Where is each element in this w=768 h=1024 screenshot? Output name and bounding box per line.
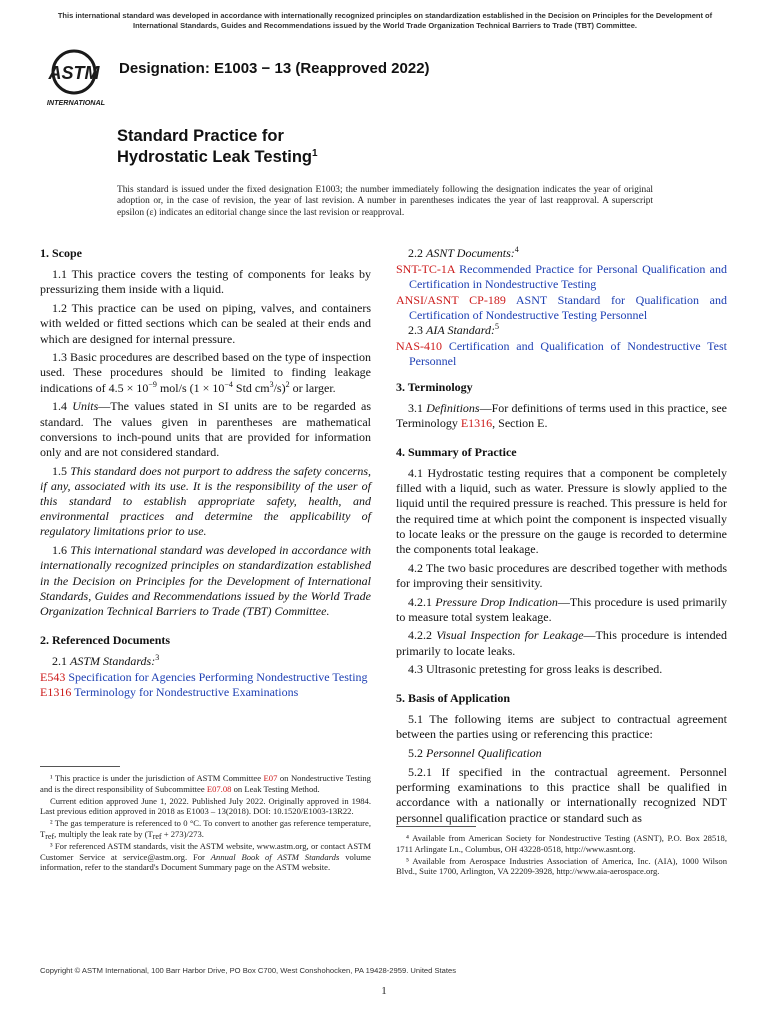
footnote-5: ⁵ Available from Aerospace Industries Association of America, Inc. (AIA), 1000 Wilson Blvd., Suite 1700, Arlington, VA 22209-3928, http://www.aia-aerospace.org. xyxy=(396,855,727,877)
footnote-ref-4[interactable]: 4 xyxy=(514,245,519,254)
reference-nas-410[interactable]: NAS-410 Certification and Qualification of Nondestructive Test Personnel xyxy=(396,339,727,369)
para-2-3: 2.3 AIA Standard:$^5$ xyxy=(408,322,499,338)
para-2-2: 2.2 ASNT Documents:$^4$ xyxy=(408,245,519,260)
footnotes-left xyxy=(40,766,371,874)
link-e07[interactable]: E07 xyxy=(263,773,278,783)
footnote-2: ² The gas temperature is referenced to 0 °C. To convert to another gas reference temperature, $T_{ref}$, multiply the leak rate by $(T_{ref} + 273)/273$. xyxy=(40,818,371,841)
para-4-1: 4.1 Hydrostatic testing requires that a component be completely filled with a liquid, such as water. Pressure is slowly applied to the liquid until the required pressure is reached. This pressure is held for the required time at which point the component is inspected visually to locate leaks or the pressure on the gauge is recorded to determine the components total leakage. xyxy=(396,465,727,556)
page-number: 1 xyxy=(381,985,387,997)
astm-logo xyxy=(44,48,108,108)
document-title xyxy=(117,126,318,168)
reference-e543[interactable]: E543 Specification for Agencies Performing Nondestructive Testing xyxy=(40,670,368,685)
designation: Designation: E1003 − 13 (Reapproved 2022) xyxy=(119,60,430,77)
para-1-3: 1.3 Basic procedures are described based on the type of inspection used. These procedures should be limited to finding leakage indications of $4.5 \times 10^{-9}$ mol/s ($1 \times 10^{-4}$ Std $cm^3/s)^2$ or larger. xyxy=(40,350,371,395)
para-1-4: 1.4 Units—The values stated in SI units are to be regarded as standard. The values given in parentheses are mathematical conversions to inch-pound units that are provided for information only and are not considered standard. xyxy=(40,399,372,459)
right-column xyxy=(396,246,727,829)
standardization-notice: This international standard was developed in accordance with internationally recognized principles on standardization established in the Decision on Principles for the Development of International Standards, Guides and Recommendations issued by the World Trade Organization Technical Barriers to Trade (TBT) Committee. xyxy=(57,11,713,30)
para-5-2-1: 5.2.1 If specified in the contractual agreement. Personnel performing examinations to this practice shall be qualified in accordance with a nationally or internationally recognized NDT personnel qualification practice or standard such as xyxy=(396,764,727,825)
title-line-2 xyxy=(117,146,318,168)
para-1-5: 1.5 This standard does not purport to address the safety concerns, if any, associated with its use. It is the responsibility of the user of this standard to establish appropriate safety, health, and environmental practices and determine the applicability of regulatory limitations prior to use. xyxy=(40,463,372,539)
svg-text:INTERNATIONAL: INTERNATIONAL xyxy=(46,98,106,107)
svg-text:ASTM: ASTM xyxy=(48,63,100,83)
footnote-3: ³ For referenced ASTM standards, visit the ASTM website, www.astm.org, or contact ASTM Customer Service at service@astm.org. For Annual Book of ASTM Standards volume information, refer to the standard's Document Summary page on the ASTM website. xyxy=(40,841,371,873)
para-4-3: 4.3 Ultrasonic pretesting for gross leaks is described. xyxy=(408,662,663,677)
footnote-divider xyxy=(40,766,120,767)
para-3-1: 3.1 Definitions—For definitions of terms used in this practice, see Terminology E1316, Section E. xyxy=(396,400,727,431)
footnote-ref-2[interactable]: 2 xyxy=(285,379,290,389)
footnote-1: ¹ This practice is under the jurisdiction of ASTM Committee E07 on Nondestructive Testing and is the direct responsibility of Subcommittee E07.08 on Leak Testing Method. xyxy=(40,773,371,794)
section-terminology-heading: 3. Terminology xyxy=(396,379,473,394)
para-1-1: 1.1 This practice covers the testing of components for leaks by pressurizing them inside with a liquid. xyxy=(40,267,371,297)
copyright-notice: Copyright © ASTM International, 100 Barr Harbor Drive, PO Box C700, West Conshohocken, PA 19428-2959. United States xyxy=(40,966,457,975)
section-summary-heading: 4. Summary of Practice xyxy=(396,444,517,459)
para-1-2: 1.2 This practice can be used on piping, valves, and containers with welded or fitted sections which can be sealed at their ends and which are designed for internal pressure. xyxy=(40,301,371,346)
para-4-2-1: 4.2.1 Pressure Drop Indication—This procedure is used primarily to measure total system leakage. xyxy=(396,594,727,624)
title-text: Hydrostatic Leak Testing xyxy=(117,148,312,166)
para-5-2: 5.2 Personnel Qualification xyxy=(408,746,542,761)
title-footnote-mark: 1 xyxy=(312,148,318,159)
para-4-2-2: 4.2.2 Visual Inspection for Leakage—This procedure is intended primarily to locate leaks. xyxy=(396,628,728,658)
section-scope-heading: 1. Scope xyxy=(40,246,82,260)
section-basis-heading: 5. Basis of Application xyxy=(396,691,511,706)
title-line-1: Standard Practice for xyxy=(117,127,284,145)
reference-cp-189[interactable]: ANSI/ASNT CP-189 ASNT Standard for Qualification and Certification of Nondestructive Testing Personnel xyxy=(396,292,727,322)
para-2-1: 2.1 ASTM Standards:$^3$ xyxy=(52,652,160,668)
link-e1316[interactable]: E1316 xyxy=(460,416,493,431)
para-4-2: 4.2 The two basic procedures are described together with methods for improving their sensitivity. xyxy=(396,560,727,590)
reference-e1316[interactable]: E1316 Terminology for Nondestructive Examinations xyxy=(40,685,299,700)
footnotes-right xyxy=(396,826,727,878)
para-5-1: 5.1 The following items are subject to contractual agreement between the parties using or referencing this practice: xyxy=(396,712,727,742)
footnote-4: ⁴ Available from American Society for Nondestructive Testing (ASNT), P.O. Box 28518, 1711 Arlingate Ln., Columbus, OH 43228-0518, http://www.asnt.org. xyxy=(396,833,727,854)
issuance-statement: This standard is issued under the fixed designation E1003; the number immediately following the designation indicates the year of original adoption or, in the case of revision, the year of last revision. A number in parentheses indicates the year of last reapproval. A superscript epsilon (ε) indicates an editorial change since the last revision or reapproval. xyxy=(117,185,653,218)
footnote-ref-3[interactable]: 3 xyxy=(155,652,160,662)
section-referenced-documents-heading: 2. Referenced Documents xyxy=(40,632,171,647)
footnote-1-edition: Current edition approved June 1, 2022. Published July 2022. Originally approved in 1984. Last previous edition approved in 2018 as E1003 – 13(2018). DOI: 10.1520/E1003-13R22. xyxy=(40,795,371,817)
footnote-ref-5[interactable]: 5 xyxy=(495,322,499,332)
reference-snt-tc-1a[interactable]: SNT-TC-1A Recommended Practice for Personal Qualification and Certification in Nondestructive Testing xyxy=(396,262,727,292)
link-e07-08[interactable]: E07.08 xyxy=(206,783,232,794)
left-column xyxy=(40,246,371,700)
footnote-divider xyxy=(396,826,476,827)
para-1-6: 1.6 This international standard was developed in accordance with internationally recognized principles on standardization established in the Decision on Principles for the Development of International Standards, Guides and Recommendations issued by the World Trade Organization Technical Barriers to Trade (TBT) Committee. xyxy=(40,543,372,618)
